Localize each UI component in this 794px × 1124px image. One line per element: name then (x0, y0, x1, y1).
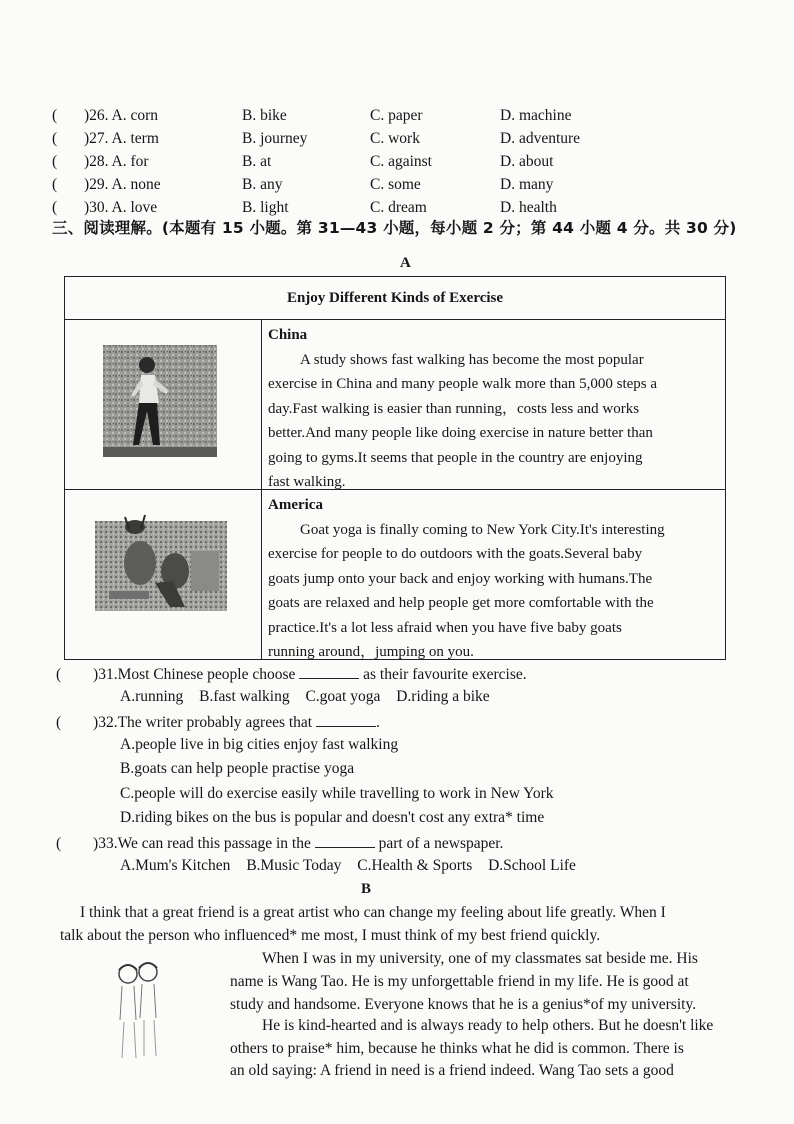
text-line: day.Fast walking is easier than running，costs less and works (268, 400, 640, 417)
option-d: D. machine (500, 107, 572, 124)
option[interactable]: D.riding a bike (396, 688, 490, 705)
option[interactable]: C.people will do exercise easily while travelling to work in New York (120, 785, 554, 802)
option-a: )27. A. term (84, 130, 159, 147)
text-line: exercise in China and many people walk more than 5,000 steps a (268, 376, 658, 392)
answer-blank[interactable] (316, 712, 376, 727)
answer-paren[interactable]: ( (52, 153, 58, 170)
option[interactable]: C.goat yoga (305, 688, 381, 705)
exercise-table (64, 276, 726, 660)
question-stem-end: part of a newspaper. (378, 835, 504, 852)
option[interactable]: A.people live in big cities enjoy fast walking (120, 736, 399, 753)
text-line: practice.It's a lot less afraid when you have five baby goats (268, 619, 622, 636)
option[interactable]: D.riding bikes on the bus is popular and doesn't cost any extra* time (120, 809, 545, 826)
answer-paren[interactable]: ( (52, 107, 58, 124)
text-line: goats jump onto your back and enjoy working with humans.The (268, 570, 653, 587)
option-c: C. dream (370, 199, 427, 216)
choice-row-29 (52, 176, 752, 198)
walking-photo (103, 345, 217, 457)
option[interactable]: A.running (120, 688, 184, 705)
option-b: B. bike (242, 107, 287, 124)
section-heading: 三、阅读理解。(本题有 15 小题。第 31—43 小题，每小题 2 分；第 44 小题 4 分。共 30 分) (52, 219, 737, 237)
country-heading: China (268, 327, 308, 343)
passage-b-letter: B (361, 881, 372, 897)
option-c: C. some (370, 176, 421, 193)
passage-a-letter: A (400, 255, 411, 271)
text-line: A study shows fast walking has become the most popular (300, 351, 644, 368)
text-line: going to gyms.It seems that people in the country are enjoying (268, 449, 643, 466)
question-stem: )32.The writer probably agrees that (93, 714, 313, 731)
option[interactable]: B.Music Today (246, 857, 342, 874)
answer-paren[interactable]: ( (52, 199, 58, 216)
question-stem: )33.We can read this passage in the (93, 835, 311, 852)
option[interactable]: B.goats can help people practise yoga (120, 760, 355, 777)
table-row-china (65, 319, 725, 490)
answer-paren[interactable]: ( (56, 666, 62, 683)
option-a: )29. A. none (84, 176, 161, 193)
text-line: exercise for people to do outdoors with the goats.Several baby (268, 546, 643, 562)
option[interactable]: B.fast walking (199, 688, 290, 705)
text-line: fast walking. (268, 474, 346, 490)
table-title: Enjoy Different Kinds of Exercise (65, 277, 725, 320)
question-31-options (120, 688, 502, 706)
answer-paren[interactable]: ( (52, 176, 58, 193)
passage-b-line: others to praise* him, because he thinks what he did is common. There is (230, 1040, 684, 1057)
question-33 (56, 833, 503, 853)
option-d: D. many (500, 176, 554, 193)
question-31 (56, 664, 527, 684)
passage-b-line: talk about the person who influenced* me most, I must think of my best friend quickly. (60, 927, 601, 944)
option-b: B. light (242, 199, 289, 216)
option-d: D. about (500, 153, 554, 170)
text-line: better.And many people like doing exercise in nature better than (268, 425, 653, 441)
option[interactable]: D.School Life (488, 857, 576, 874)
answer-blank[interactable] (315, 833, 375, 848)
passage-b-line: When I was in my university, one of my classmates sat beside me. His (262, 950, 698, 967)
question-33-options (120, 857, 588, 875)
option-a: )26. A. corn (84, 107, 159, 124)
choice-row-26 (52, 107, 752, 129)
passage-b-line: name is Wang Tao. He is my unforgettable friend in my life. He is good at (230, 973, 689, 990)
goat-yoga-photo (95, 511, 227, 611)
option-d: D. health (500, 199, 557, 216)
text-line: Goat yoga is finally coming to New York City.It's interesting (300, 521, 665, 538)
answer-paren[interactable]: ( (56, 835, 62, 852)
choice-row-28 (52, 153, 752, 175)
answer-paren[interactable]: ( (56, 714, 62, 731)
option-d: D. adventure (500, 130, 581, 147)
table-row-america (65, 489, 725, 659)
option-c: C. paper (370, 107, 423, 124)
choice-row-27 (52, 130, 752, 152)
question-stem-end: . (376, 714, 380, 731)
option-a: )28. A. for (84, 153, 149, 170)
question-stem-end: as their favourite exercise. (363, 666, 527, 683)
answer-blank[interactable] (299, 664, 359, 679)
america-text (268, 493, 720, 665)
image-cell (65, 319, 262, 489)
passage-b-line: He is kind-hearted and is always ready to help others. But he doesn't like (262, 1017, 714, 1034)
option[interactable]: C.Health & Sports (357, 857, 473, 874)
china-text (268, 323, 720, 495)
passage-b-line: an old saying: A friend in need is a friend indeed. Wang Tao sets a good (230, 1062, 674, 1079)
question-32 (56, 712, 380, 732)
option-c: C. work (370, 130, 420, 147)
passage-b-line: I think that a great friend is a great artist who can change my feeling about life greatly. When I (80, 904, 666, 921)
option-c: C. against (370, 153, 432, 170)
option[interactable]: A.Mum's Kitchen (120, 857, 231, 874)
option-a: )30. A. love (84, 199, 158, 216)
answer-paren[interactable]: ( (52, 130, 58, 147)
question-stem: )31.Most Chinese people choose (93, 666, 296, 683)
option-b: B. at (242, 153, 272, 170)
image-cell (65, 489, 262, 659)
friends-illustration (108, 960, 168, 1064)
text-line: goats are relaxed and help people get more comfortable with the (268, 595, 654, 611)
text-line: running around，jumping on you. (268, 644, 474, 660)
option-b: B. any (242, 176, 283, 193)
country-heading: America (268, 497, 323, 513)
passage-b-line: study and handsome. Everyone knows that he is a genius*of my university. (230, 996, 697, 1013)
option-b: B. journey (242, 130, 308, 147)
